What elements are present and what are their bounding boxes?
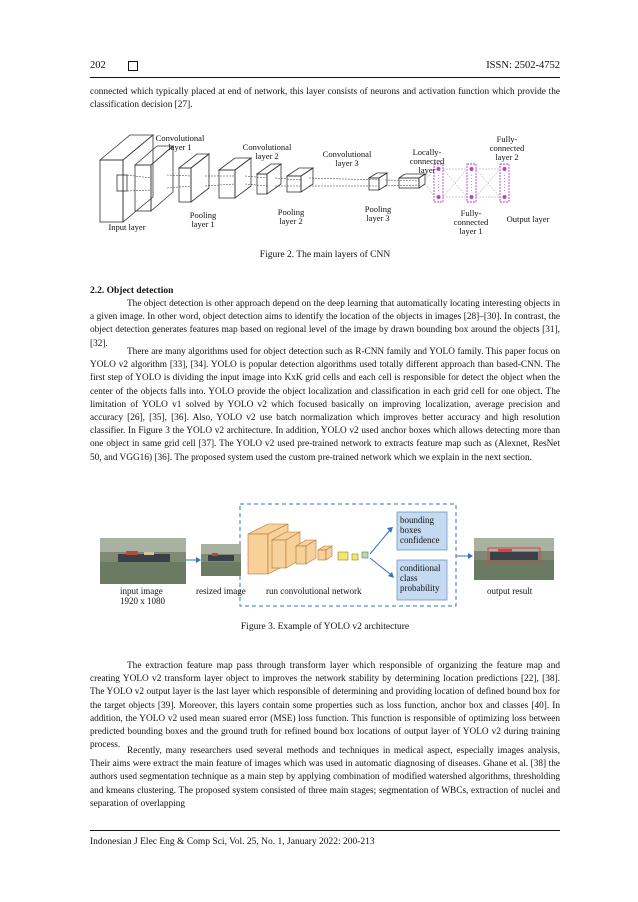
- label-conv1: Convolutional: [155, 133, 205, 143]
- figure-yolo-architecture: [100, 500, 555, 612]
- label-cond-b: class: [400, 573, 418, 583]
- conv1-block: [135, 146, 173, 211]
- conv-stack: [248, 524, 332, 574]
- pool3-block: [369, 173, 387, 190]
- label-network: run convolutional network: [266, 586, 362, 596]
- figure2-caption: Figure 2. The main layers of CNN: [259, 250, 391, 260]
- resized-image: [201, 544, 241, 576]
- label-conv1-b: layer 1: [168, 142, 192, 152]
- small-blocks: [338, 552, 358, 560]
- label-output-layer: Output layer: [506, 214, 550, 224]
- paragraph-1: The object detection is other approach depend on the deep learning that automatically locating interesting objects in a given image. In other word, object detection aims to identify the location of the objects in images [28]–[30]. In contrast, the object detection generates features map based on regional level of the image by drawn bounding box around the objects [31], [32].: [90, 299, 560, 349]
- figure-cnn-layers: [95, 130, 560, 242]
- label-conv2-b: layer 2: [255, 151, 279, 161]
- footer-rule: [90, 830, 560, 831]
- pool1-block: [179, 154, 209, 202]
- label-pool1: Pooling: [189, 210, 217, 220]
- label-pool2: Pooling: [277, 207, 305, 217]
- label-bbox-c: confidence: [400, 535, 440, 545]
- label-fc1-b: connected: [453, 217, 489, 227]
- label-fc2-c: layer 2: [495, 152, 519, 162]
- intro-paragraph: connected which typically placed at end of network, this layer consists of neurons and activation function which provide the classification decision [27].: [90, 87, 560, 111]
- label-conv3: Convolutional: [322, 149, 372, 159]
- pool2-block: [257, 164, 281, 194]
- output-image: [474, 538, 554, 580]
- label-pool2-b: layer 2: [279, 216, 303, 226]
- label-pool3: Pooling: [364, 204, 392, 214]
- label-output-result: output result: [487, 586, 533, 596]
- header-rule: [90, 77, 560, 78]
- label-conv3-b: layer 3: [335, 158, 359, 168]
- input-layer-block: [100, 135, 153, 222]
- paragraph-2: There are many algorithms used for object detection such as R-CNN family and YOLO family. This paper focus on YOLO v2 algorithm [33], [34]. YOLO is popular detection algorithms used totally different approach than based-CNN. The first step of YOLO is dividing the input image into KxK grid cells and each cell is responsible for detect the object when the center of the objects falls into. YOLO provide the object localization and classification in each grid cell for one object. The limitation of YOLO v1 solved by YOLO v2 which focused basically on improving localization, average precision and accuracy [26], [35], [36]. Also, YOLO v2 use batch normalization which improves better accuracy and high resolution classifier. In Figure 3 the YOLO v2 architecture. In addition, YOLO v2 used anchor boxes which allows detecting more than one object in same grid cell [37]. The YOLO v2 used pre-trained network to extracts feature map such as (Alexnet, ResNet 50, and VGG16) [36]. The proposed system used the custom pre-trained network which we explain in the next section.: [90, 347, 560, 463]
- label-local-c: layer: [418, 165, 436, 175]
- label-pool3-b: layer 3: [366, 213, 390, 223]
- square-icon: [128, 61, 138, 71]
- label-fc1: Fully-: [460, 208, 482, 218]
- page-header: [90, 60, 560, 76]
- label-input-image: input image: [120, 586, 163, 596]
- label-pool1-b: layer 1: [191, 219, 215, 229]
- label-input-size: 1920 x 1080: [120, 596, 165, 606]
- label-cond-c: probability: [400, 583, 440, 593]
- label-local: Locally-: [412, 147, 442, 157]
- label-bbox: bounding: [400, 515, 435, 525]
- input-image: [100, 538, 186, 584]
- section-heading: 2.2. Object detection: [90, 286, 174, 296]
- label-fc2: Fully-: [496, 134, 518, 144]
- issn: ISSN: 2502-4752: [486, 60, 560, 71]
- paragraph-3: The extraction feature map pass through transform layer which responsible of organizing the feature map and creating YOLO v2 transform layer object to improves the network stability by determining location predictions [22], [38]. The YOLO v2 output layer is the last layer which responsible of determining and providing location of defined bound box for the target objects [39]. Moreover, this layers contain some properties such as loss function, anchor box and classes [40]. In addition, the YOLO v2 used mean suared error (MSE) loss function. This function is responsible of optimizing loss between predicted bounding boxes and the ground truth for refined bound box locations of output layer of YOLO v2 during training process.: [90, 661, 560, 751]
- label-resized: resized image: [196, 586, 246, 596]
- conv2-block: [219, 158, 251, 198]
- label-cond: conditional: [400, 563, 441, 573]
- page-number: 202: [90, 60, 106, 71]
- label-local-b: connected: [409, 156, 445, 166]
- paragraph-4: Recently, many researchers used several methods and techniques in medical aspect, especially images analysis, Their aims were extract the main feature of images which was used in automatic diagnosing of diseases. Ghane et al. [38] the authors used segmentation technique as a main step by applying combination of modified watershed algorithms, thresholding and kmeans clustering. The proposed system consisted of three main stages; segmentation of WBCs, extraction of nuclei and separation of overlapping: [90, 746, 560, 809]
- fc-columns: [425, 164, 509, 202]
- label-bbox-b: boxes: [400, 525, 421, 535]
- label-fc1-c: layer 1: [459, 226, 483, 236]
- label-conv2: Convolutional: [242, 142, 292, 152]
- figure3-caption: Figure 3. Example of YOLO v2 architecture: [240, 622, 410, 632]
- label-fc2-b: connected: [489, 143, 525, 153]
- label-input-layer: Input layer: [108, 222, 146, 232]
- connector-lines: [127, 175, 419, 191]
- journal-footer: Indonesian J Elec Eng & Comp Sci, Vol. 25, No. 1, January 2022: 200-213: [90, 837, 375, 847]
